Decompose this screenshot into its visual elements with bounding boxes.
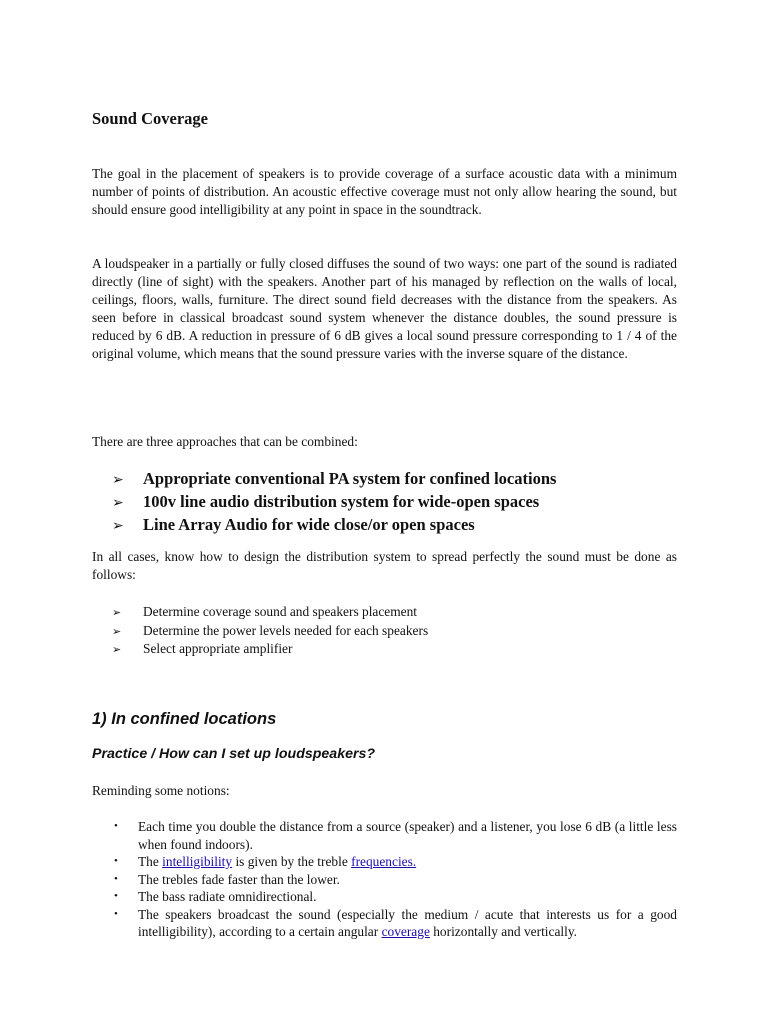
subsection-heading: Practice / How can I set up loudspeakers?: [92, 746, 376, 762]
document-title: Sound Coverage: [92, 109, 208, 128]
intelligibility-link[interactable]: intelligibility: [162, 854, 233, 869]
bullet-icon: •: [114, 872, 118, 885]
list-item: [114, 853, 677, 871]
paragraph-goal: The goal in the placement of speakers is to provide coverage of a surface acoustic data with a minimum number of points of distribution. An acoustic effective coverage must not only allow hearing the sound, but should ensure good intelligibility at any point in space in the soundtrack.: [92, 166, 677, 217]
section-heading: 1) In confined locations: [92, 710, 277, 728]
bullet-icon: •: [114, 907, 118, 920]
arrow-bullet-icon: ➢: [112, 518, 124, 534]
list-item: [114, 818, 677, 853]
approach-label: Appropriate conventional PA system for confined locations: [143, 469, 557, 488]
arrow-bullet-icon: ➢: [112, 643, 122, 656]
step-label: Determine coverage sound and speakers placement: [143, 604, 418, 619]
frequencies-link[interactable]: frequencies.: [351, 854, 417, 869]
step-label: Select appropriate amplifier: [143, 641, 293, 656]
list-item: [112, 640, 428, 659]
bullet-icon: •: [114, 890, 118, 902]
steps-list: [112, 603, 428, 659]
bullet-icon: •: [114, 855, 118, 867]
paragraph-approaches-intro: There are three approaches that can be combined:: [92, 434, 358, 449]
notions-list: [114, 818, 677, 941]
paragraph-notions-intro: Reminding some notions:: [92, 783, 230, 798]
paragraph-loudspeaker: A loudspeaker in a partially or fully closed diffuses the sound of two ways: one part of the sound is radiated directly (line of sight) with the speakers. Another part of his managed by reflection on the walls of local, ceilings, floors, walls, furniture. The direct sound field decreases with the distance from the speakers. As seen before in classical broadcast sound system whenever the distance doubles, the sound pressure is reduced by 6 dB. A reduction in pressure of 6 dB gives a local sound pressure corresponding to 1 / 4 of the original volume, which means that the sound pressure varies with the inverse square of the distance.: [92, 256, 677, 361]
step-label: Determine the power levels needed for each speakers: [143, 622, 429, 638]
notion-text: The speakers broadcast the sound (especially the medium / acute that interests us for a good intelligibility), according to a certain angular: [138, 906, 677, 939]
notion-text: Each time you double the distance from a source (speaker) and a listener, you lose 6 dB (a little less when found indoors).: [138, 819, 677, 852]
list-item: [112, 491, 556, 514]
coverage-link[interactable]: coverage: [381, 924, 430, 939]
arrow-bullet-icon: ➢: [112, 495, 124, 511]
notion-text: is given by the treble: [232, 854, 352, 869]
bullet-icon: •: [114, 820, 118, 832]
list-item: [114, 871, 677, 889]
approach-label: Line Array Audio for wide close/or open spaces: [143, 515, 475, 534]
list-item: [112, 622, 428, 641]
arrow-bullet-icon: ➢: [112, 624, 122, 638]
notion-text: The: [138, 854, 163, 869]
list-item: [112, 514, 556, 537]
approach-label: 100v line audio distribution system for wide-open spaces: [143, 492, 540, 511]
paragraph-design-intro: In all cases, know how to design the distribution system to spread perfectly the sound must be done as follows:: [92, 549, 677, 582]
arrow-bullet-icon: ➢: [112, 606, 122, 619]
list-item: [112, 468, 556, 491]
arrow-bullet-icon: ➢: [112, 472, 124, 488]
notion-text: The trebles fade faster than the lower.: [138, 871, 340, 887]
list-item: [114, 888, 677, 906]
notion-text: horizontally and vertically.: [429, 924, 578, 939]
notion-text: The bass radiate omnidirectional.: [138, 889, 317, 904]
list-item: [112, 603, 428, 622]
approaches-list: [112, 468, 556, 537]
list-item: [114, 906, 677, 941]
